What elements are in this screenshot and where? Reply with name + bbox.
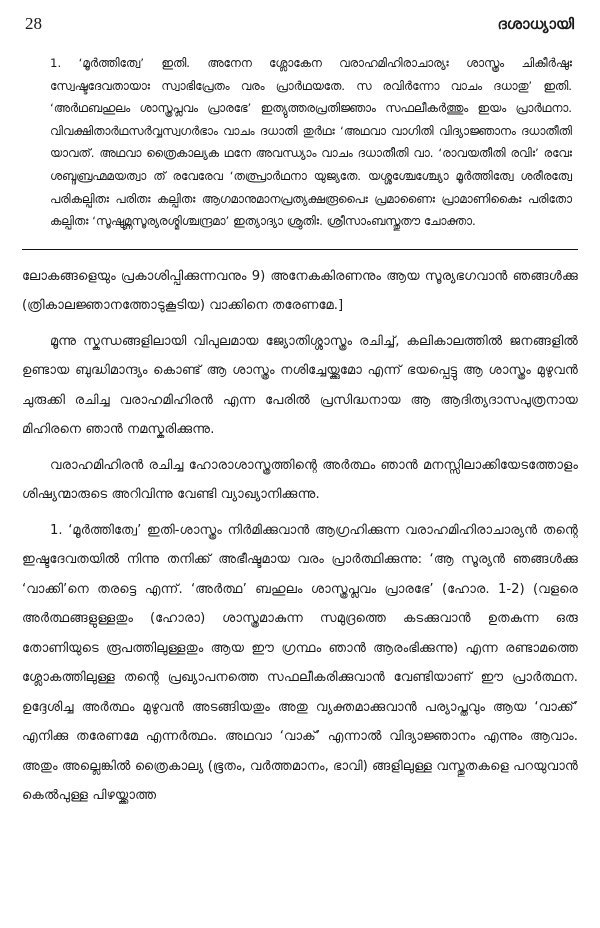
section-divider <box>22 249 578 250</box>
running-title: ദശാധ്യായി <box>497 15 574 33</box>
page-number: 28 <box>25 14 42 33</box>
malayalam-translation <box>22 262 578 811</box>
translation-paragraph: വരാഹമിഹിരൻ രചിച്ച ഹോരാശാസ്ത്രത്തിന്റെ അർത്ഥം ഞാൻ മനസ്സിലാക്കിയേടത്തോളം ശിഷ്യന്മാരുടെ അറിവിന്നു വേണ്ടി വ്യാഖ്യാനിക്കുന്നു. <box>22 457 578 503</box>
translation-paragraph: ലോകങ്ങളെയും പ്രകാശിപ്പിക്കുന്നവനും 9) അനേകകിരണനും ആയ സൂര്യഭഗവാൻ ഞങ്ങൾക്കു (ത്രികാലജ്ഞാനത്തോടുകൂടിയ) വാക്കിനെ തരേണമേ.] <box>22 268 578 314</box>
page-header <box>22 14 578 40</box>
sanskrit-commentary: 1. ‘മൂർത്തിത്വേ’ ഇതി. അനേന ശ്ലോകേന വരാഹമിഹിരാചാര്യഃ ശാസ്ത്രം ചികീർഷുഃ സ്വേഷ്ടദേവതായാഃ സ്വാഭിപ്രേതം വരം പ്രാർഥയതേ. സ രവിർന്നോ വാചം ദധാതു’ ഇതി. ‘അർഥബഹുലം ശാസ്ത്രപ്ലവം പ്രാരഭേ’ ഇത്യുത്തരപ്രതിജ്ഞാം സഫലീകർത്തും ഇയം പ്രാർഥനാ. വിവക്ഷിതാർഥസർവ്വസ്വഗർഭാം വാചം ദധാതി തുർഥഃ ‘അഥവാ വാഗിതി വിദ്യാജ്ഞാനം ദധാതീതി യാവത്. അഥവാ ത്രൈകാല്യക ഥനേ അവന്ധ്യാം വാചം ദധാതീതി വാ. ‘രാവയതീതി രവിഃ’ രവേഃ ശബ്ദബ്രഹ്മമയത്വാ ത് രവേരേവ ‘തത്പ്രാർഥനാ യുജ്യതേ. യശ്ശശ്ചേശ്ച്യോ മൂർത്തിത്വേ ശരീരത്വേ പരികല്പിതഃ പരിതഃ കല്പിതഃ ആഗമാനുമാനപ്രത്യക്ഷരൂപൈഃ പ്രമാണൈഃ പ്രാമാണികൈഃ പരിതോ കല്പിതഃ ‘സൂഷുമ്ണസൂര്യരശ്മിശ്ചന്ദ്രമാ’ ഇത്യാദ്യാ ശ്രുതിഃ. ശ്രീസാംബസ്തുതൗ ചോക്താ. <box>50 56 572 229</box>
translation-paragraph: 1. ‘മൂർത്തിത്വേ’ ഇതി-ശാസ്ത്രം നിർമിക്കുവാൻ ആഗ്രഹിക്കുന്ന വരാഹമിഹിരാചാര്യൻ തന്റെ ഇഷ്ടദേവതയിൽ നിന്നു തനിക്ക് അഭീഷ്ടമായ വരം പ്രാർത്ഥിക്കുന്നു: ‘ആ സൂര്യൻ ഞങ്ങൾക്കു ‘വാക്കി’നെ തരട്ടെ എന്ന്. ‘അർത്ഥ’ ബഹുലം ശാസ്ത്രപ്ലവം പ്രാരഭേ’ (ഹോര. 1-2) (വളരെ അർത്ഥങ്ങളുള്ളതും (ഹോരാ) ശാസ്ത്രമാകുന്ന സമുദ്രത്തെ കടക്കുവാൻ ഉതകുന്ന ഒരു തോണിയുടെ രൂപത്തിലുള്ളതും ആയ ഈ ഗ്രന്ഥം ഞാൻ ആരംഭിക്കുന്നു) എന്ന രണ്ടാമത്തെ ശ്ലോകത്തിലുള്ള തന്റെ പ്രഖ്യാപനത്തെ സഫലീകരിക്കുവാൻ വേണ്ടിയാണ് ഈ പ്രാർത്ഥന. ഉദ്ദേശിച്ച അർത്ഥം മുഴുവൻ അടങ്ങിയതും അതു വ്യക്തമാക്കുവാൻ പര്യാപ്തവും ആയ ‘വാക്ക്’ എനിക്കു തരേണമേ എന്നർത്ഥം. അഥവാ ‘വാക്’ എന്നാൽ വിദ്യാജ്ഞാനം എന്നും ആവാം. അതും അല്ലെങ്കിൽ ത്രൈകാല്യ (ഭൂതം, വർത്തമാനം, ഭാവി) ങ്ങളിലുള്ള വസ്തുതകളെ പറയുവാൻ കെൽപുള്ള പിഴയ്ക്കാത്ത <box>22 522 578 804</box>
translation-paragraph: മൂന്നു സ്കന്ധങ്ങളിലായി വിപുലമായ ജ്യോതിശ്ശാസ്ത്രം രചിച്ച്, കലികാലത്തിൽ ജനങ്ങളിൽ ഉണ്ടായ ബുദ്ധിമാന്ദ്യം കൊണ്ട് ആ ശാസ്ത്രം നശിച്ചേയ്ക്കുമോ എന്ന് ഭയപ്പെട്ടു ആ ശാസ്ത്രം മുഴുവൻ ചുരുക്കി രചിച്ച വരാഹമിഹിരൻ എന്ന പേരിൽ പ്രസിദ്ധനായ ആ ആദിത്യദാസപുത്രനായ മിഹിരനെ ഞാൻ നമസ്കരിക്കുന്നു. <box>22 333 578 438</box>
